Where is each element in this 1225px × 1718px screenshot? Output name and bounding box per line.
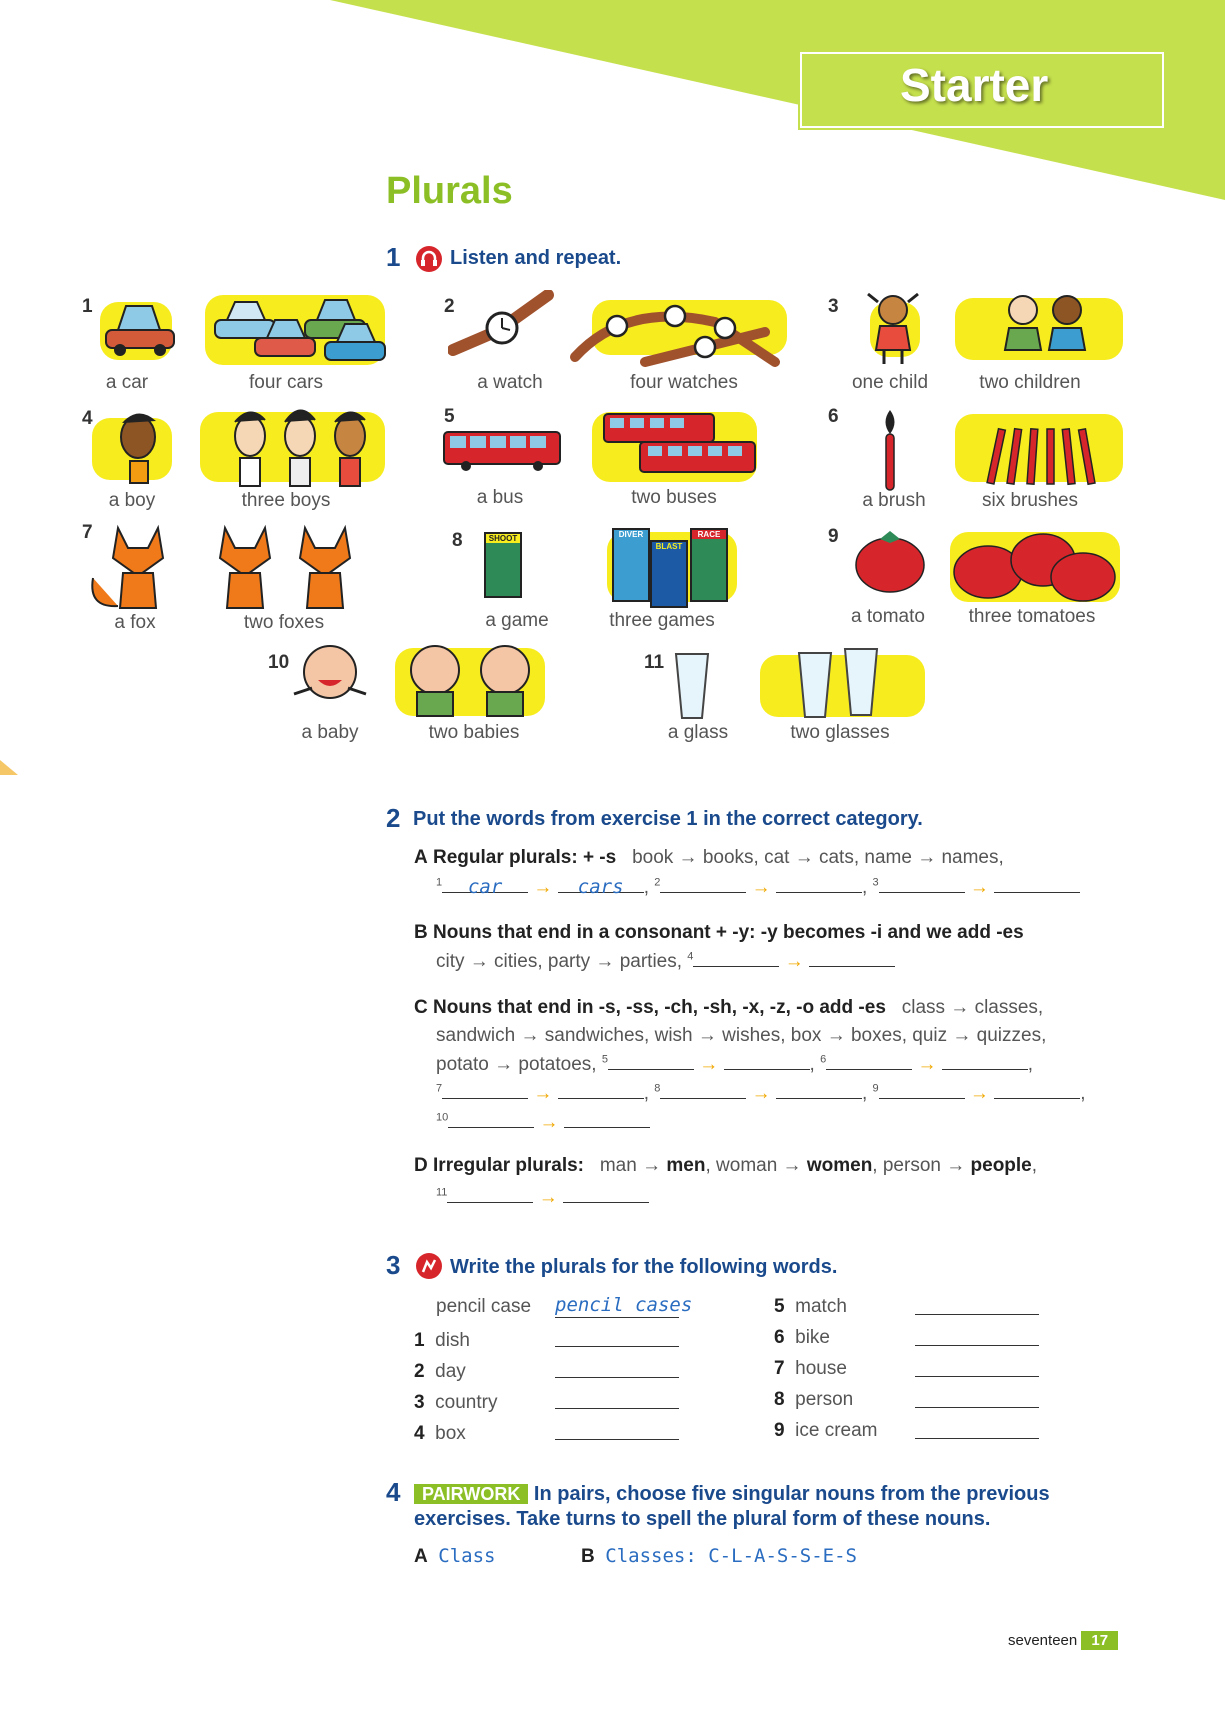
caption-singular: a car — [105, 372, 149, 393]
answer-blank[interactable] — [442, 1082, 528, 1099]
caption-plural: two children — [979, 372, 1081, 393]
caption-plural: two babies — [428, 722, 520, 743]
caption-plural: three tomatoes — [968, 606, 1096, 627]
answer-blank[interactable] — [776, 1082, 862, 1099]
category-d-line: D Irregular plurals: man → men, woman → women, person → people, — [414, 1155, 1038, 1176]
glass-icon — [672, 650, 712, 722]
footer-page — [1008, 1632, 1118, 1649]
boy-icon — [110, 405, 170, 485]
answer-blank[interactable] — [608, 1053, 694, 1070]
category-b-line — [414, 922, 1024, 944]
fox-icon — [88, 518, 196, 610]
category-c-blanks-2: $^{10}$ → — [436, 1111, 650, 1134]
child-icon — [858, 288, 928, 366]
caption-singular: a game — [485, 610, 549, 631]
item-number: 4 — [82, 408, 93, 429]
list-item: 9 ice cream — [774, 1420, 878, 1441]
caption-singular: one child — [851, 372, 929, 393]
answer-blank[interactable] — [660, 1082, 746, 1099]
ex3-example-answer: pencil cases — [555, 1294, 693, 1316]
caption-plural: two foxes — [243, 612, 325, 633]
category-examples: book → books, cat → cats, name → names, — [632, 847, 1004, 868]
item-number: 3 — [828, 296, 839, 317]
caption-plural: two glasses — [790, 722, 890, 743]
list-item: 2 day — [414, 1361, 466, 1382]
category-heading: Irregular plurals: — [433, 1155, 585, 1176]
game-label: SHOOT — [486, 534, 520, 543]
answer-blank[interactable] — [448, 1111, 534, 1128]
item-number: 11 — [644, 652, 665, 673]
item-number: 2 — [444, 296, 455, 317]
category-a-blanks: $^1$ car → cars , $^2$ → , $^3$ → — [436, 876, 1080, 899]
game-box-icon — [612, 528, 650, 602]
ex1-number: 1 — [386, 242, 401, 272]
bus-icon — [442, 428, 564, 472]
game-label: RACE — [692, 530, 726, 539]
car-icon — [100, 300, 180, 360]
item-number: 8 — [452, 530, 463, 551]
game-icon — [484, 532, 522, 598]
category-heading: Regular plurals: + -s — [433, 847, 617, 868]
boys-icon — [220, 400, 380, 490]
answer-line[interactable] — [915, 1345, 1039, 1346]
game-label: BLAST — [655, 542, 683, 551]
headphones-icon — [415, 245, 443, 273]
answer-line[interactable] — [555, 1346, 679, 1347]
category-letter: C — [414, 997, 428, 1018]
answer-blank[interactable]: car — [442, 876, 528, 893]
category-heading: Nouns that end in a consonant + -y: -y becomes -i and we add -es — [433, 922, 1024, 943]
buses-icon — [600, 410, 765, 485]
item-number: 5 — [444, 406, 455, 427]
answer-blank[interactable] — [994, 1082, 1080, 1099]
pairwork-badge: PAIRWORK — [414, 1484, 528, 1504]
ex4-number: 4 — [386, 1477, 401, 1507]
game-box-icon — [650, 540, 688, 608]
caption-singular: a glass — [667, 722, 729, 743]
caption-singular: a watch — [477, 372, 543, 393]
answer-blank[interactable] — [994, 876, 1080, 893]
children-icon — [995, 288, 1095, 368]
cars-icon — [205, 290, 390, 370]
answer-blank[interactable] — [942, 1053, 1028, 1070]
foxes-icon — [205, 518, 375, 610]
answer-line[interactable] — [915, 1314, 1039, 1315]
glasses-icon — [795, 645, 885, 721]
ex4-example-a: A Class — [414, 1545, 496, 1567]
category-letter: B — [414, 922, 428, 943]
answer-blank[interactable] — [879, 876, 965, 893]
baby-icon — [288, 640, 373, 720]
watch-icon — [448, 290, 558, 360]
list-item: 8 person — [774, 1389, 854, 1410]
category-c-examples-2: potato → potatoes, $^5$ → , $^6$ → , — [436, 1053, 1034, 1075]
answer-blank[interactable]: cars — [558, 876, 644, 893]
answer-blank[interactable] — [558, 1082, 644, 1099]
category-letter: D — [414, 1155, 428, 1176]
item-number: 7 — [82, 522, 93, 543]
babies-icon — [395, 638, 545, 720]
edge-mark — [0, 760, 20, 780]
list-item: 7 house — [774, 1358, 847, 1379]
answer-blank[interactable] — [826, 1053, 912, 1070]
tomatoes-icon — [948, 522, 1118, 604]
answer-blank[interactable] — [447, 1186, 533, 1203]
category-b-examples: city → cities, party → parties, $^4$ → — [436, 950, 895, 973]
answer-blank[interactable] — [563, 1186, 649, 1203]
answer-line[interactable] — [555, 1377, 679, 1378]
game-box-icon — [690, 528, 728, 602]
ex3-example-word: pencil case — [436, 1296, 532, 1317]
answer-blank[interactable] — [660, 876, 746, 893]
page-title: Plurals — [386, 170, 513, 212]
list-item: 6 bike — [774, 1327, 830, 1348]
page-number: 17 — [1081, 1631, 1118, 1650]
caption-singular: a baby — [301, 722, 359, 743]
category-a-line — [414, 847, 1004, 869]
answer-blank[interactable] — [693, 950, 779, 967]
category-c-line: C Nouns that end in -s, -ss, -ch, -sh, -x, -z, -o add -es class → classes, — [414, 997, 1044, 1018]
answer-line[interactable] — [915, 1407, 1039, 1408]
caption-singular: a boy — [108, 490, 156, 511]
ex2-title: Put the words from exercise 1 in the correct category. — [413, 808, 923, 830]
item-number: 6 — [828, 406, 839, 427]
list-item: 1 dish — [414, 1330, 470, 1351]
caption-plural: three boys — [241, 490, 331, 511]
ex1-title: Listen and repeat. — [450, 247, 622, 269]
answer-blank[interactable] — [564, 1111, 650, 1128]
ex4-title: PAIRWORK In pairs, choose five singular nouns from the previous exercises. Take turns to spell the plural form of these nouns. — [414, 1483, 1050, 1530]
answer-blank[interactable] — [809, 950, 895, 967]
ex4-example-b: B Classes: C-L-A-S-S-E-S — [581, 1545, 857, 1567]
item-number: 9 — [828, 526, 839, 547]
list-item: 3 country — [414, 1392, 498, 1413]
category-d-blanks: $^{11}$ → — [436, 1186, 649, 1209]
caption-plural: six brushes — [981, 490, 1079, 511]
caption-singular: a tomato — [851, 606, 925, 627]
tomato-icon — [850, 525, 930, 595]
item-number: 10 — [268, 652, 290, 673]
list-item: 5 match — [774, 1296, 847, 1317]
answer-blank[interactable] — [879, 1082, 965, 1099]
answer-blank[interactable] — [724, 1053, 810, 1070]
caption-plural: four watches — [630, 372, 738, 393]
caption-singular: a brush — [862, 490, 926, 511]
caption-plural: four cars — [249, 372, 323, 393]
answer-line[interactable] — [555, 1439, 679, 1440]
page-word: seventeen — [1008, 1632, 1078, 1649]
pencil-icon — [415, 1252, 443, 1280]
starter-title: Starter — [900, 59, 1049, 111]
item-number: 1 — [82, 296, 93, 317]
caption-singular: a bus — [476, 487, 524, 508]
caption-plural: two buses — [631, 487, 717, 508]
ex3-number: 3 — [386, 1250, 401, 1280]
category-c-examples: sandwich → sandwiches, wish → wishes, box → boxes, quiz → quizzes, — [436, 1025, 1047, 1046]
game-label: DIVER — [618, 530, 644, 539]
category-c-blanks: $^7$ → , $^8$ → , $^9$ → , — [436, 1082, 1086, 1104]
caption-singular: a fox — [114, 612, 156, 633]
brush-icon — [875, 408, 905, 493]
answer-line[interactable] — [915, 1376, 1039, 1377]
ex3-title: Write the plurals for the following words. — [450, 1256, 838, 1278]
answer-line[interactable] — [915, 1438, 1039, 1439]
list-item: 4 box — [414, 1423, 466, 1444]
category-letter: A — [414, 847, 428, 868]
category-heading: Nouns that end in -s, -ss, -ch, -sh, -x, -z, -o add -es — [433, 997, 886, 1018]
ex2-number: 2 — [386, 803, 401, 833]
brushes-icon — [985, 405, 1105, 490]
watches-icon — [565, 292, 790, 372]
caption-plural: three games — [609, 610, 715, 631]
answer-line[interactable] — [555, 1408, 679, 1409]
answer-blank[interactable] — [776, 876, 862, 893]
